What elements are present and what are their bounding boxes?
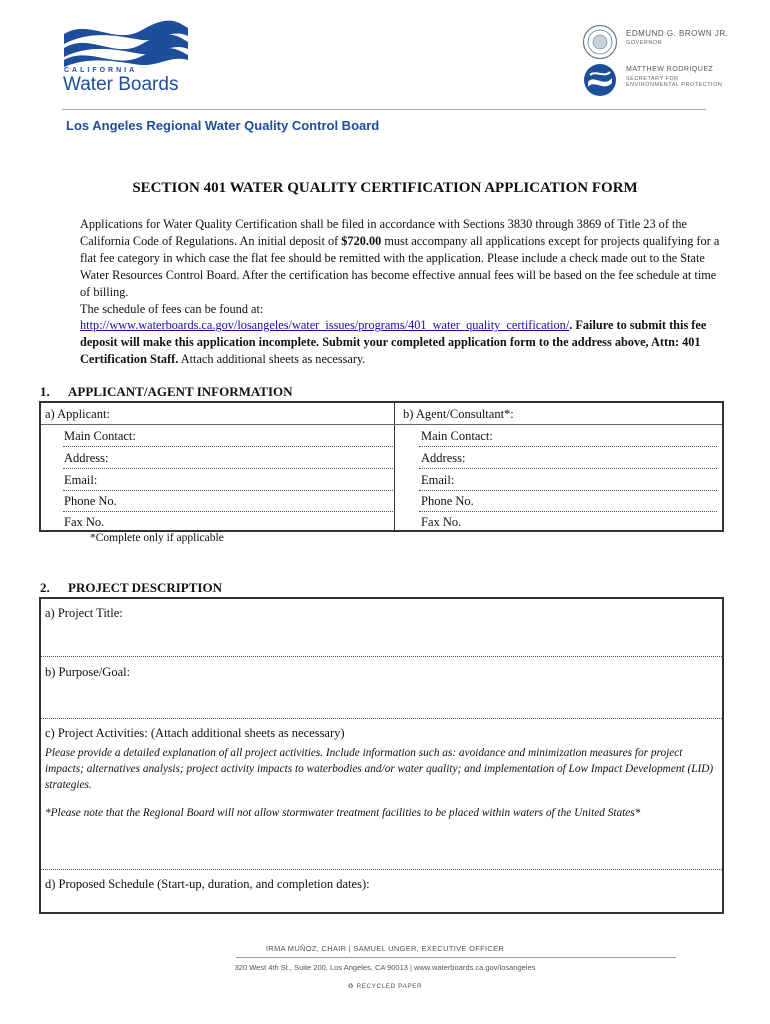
project-activities-field[interactable]: [41, 869, 722, 870]
applicant-main-contact-field[interactable]: [63, 446, 393, 447]
section2-number: 2.: [40, 580, 50, 595]
footer-address: 320 West 4th St., Suite 200, Los Angeles, CA 90013 | www.waterboards.ca.gov/losangeles: [234, 963, 536, 972]
applicant-agent-table: [39, 401, 724, 532]
agent-main-contact-label: Main Contact:: [421, 429, 493, 443]
footer-recycled: [0, 982, 770, 990]
intro-text-2: must accompany all applications except for projects qualifying for a flat fee category in which case the flat fee should be remitted with the application. Please include a check made out to the State Water Resources Control Board. After the certification has become effective annual fees will be based on the fee schedule at time of billing.: [80, 233, 720, 299]
logo-state-text: CALIFORNIA: [64, 67, 138, 74]
agent-label: b) Agent/Consultant*:: [403, 407, 514, 421]
header-divider: [62, 109, 706, 110]
agent-phone-label: Phone No.: [421, 494, 474, 508]
secretary-name: MATTHEW RODRIQUEZ: [626, 66, 714, 73]
project-activities-label: c) Project Activities: (Attach additional sheets as necessary): [45, 726, 345, 740]
state-seal-icon: [582, 24, 618, 60]
water-boards-logo-waves: [60, 20, 190, 68]
governor-name: EDMUND G. BROWN JR.: [626, 29, 729, 38]
agent-email-field[interactable]: [419, 490, 717, 491]
applicant-address-label: Address:: [64, 451, 109, 465]
secretary-title-line1: SECRETARY FOR: [626, 76, 679, 82]
project-description-table: [39, 597, 724, 914]
agent-address-field[interactable]: [419, 468, 717, 469]
recycle-icon: ♻: [347, 983, 357, 990]
agent-email-label: Email:: [421, 473, 455, 487]
stormwater-note: *Please note that the Regional Board will not allow stormwater treatment facilities to be placed within waters of the United States*: [45, 807, 641, 819]
project-title-field[interactable]: [41, 656, 722, 657]
agent-main-contact-field[interactable]: [419, 446, 717, 447]
footer-officers: IRMA MUÑOZ, CHAIR | SAMUEL UNGER, EXECUTIVE OFFICER: [265, 944, 505, 953]
applicant-phone-label: Phone No.: [64, 494, 117, 508]
purpose-goal-label: b) Purpose/Goal:: [45, 665, 131, 679]
fee-schedule-link[interactable]: http://www.waterboards.ca.gov/losangeles/water_issues/programs/401_water_quality_certification/: [80, 318, 570, 333]
applicant-phone-field[interactable]: [63, 511, 393, 512]
agent-phone-field[interactable]: [419, 511, 717, 512]
applicant-main-contact-label: Main Contact:: [64, 429, 136, 443]
section1-title: APPLICANT/AGENT INFORMATION: [68, 384, 293, 399]
column-divider: [394, 403, 395, 530]
proposed-schedule-label: d) Proposed Schedule (Start-up, duration, and completion dates):: [45, 877, 370, 891]
applicant-email-label: Email:: [64, 473, 98, 487]
secretary-title-line2: ENVIRONMENTAL PROTECTION: [626, 82, 723, 88]
deposit-amount: $720.00: [341, 233, 382, 248]
purpose-goal-field[interactable]: [41, 718, 722, 719]
fee-schedule-line: The schedule of fees can be found at:: [80, 301, 264, 316]
project-title-label: a) Project Title:: [45, 606, 123, 620]
agent-fax-label: Fax No.: [421, 515, 462, 529]
form-title: SECTION 401 WATER QUALITY CERTIFICATION APPLICATION FORM: [132, 180, 638, 196]
applicant-email-field[interactable]: [63, 490, 393, 491]
row-divider: [41, 424, 722, 425]
project-activities-instructions: Please provide a detailed explanation of all project activities. Include information such as: avoidance and minimization measures for project impacts; alternatives analysis; project activity impacts to waterbodies and/or water quality; and implementation of Low Impact Development (LID) strategies.: [45, 747, 714, 791]
applicant-label: a) Applicant:: [45, 407, 110, 421]
intro-text-1: Applications for Water Quality Certification shall be filed in accordance with Sections 3830 through 3869 of Title 23 of the California Code of Regulations. An initial deposit of: [80, 217, 688, 248]
recycled-text: RECYCLED PAPER: [356, 983, 423, 990]
governor-title: GOVERNOR: [626, 40, 663, 46]
applicant-footnote: *Complete only if applicable: [90, 532, 224, 544]
intro-paragraph: [80, 216, 720, 368]
calepa-logo-icon: [582, 62, 618, 98]
fee-warning: . Failure to submit this fee deposit will make this application incomplete. Submit your completed application form to the address above, Attn: 401 Certification Staff.: [80, 318, 707, 367]
agent-address-label: Address:: [421, 451, 466, 465]
applicant-address-field[interactable]: [63, 468, 393, 469]
regional-board-name: Los Angeles Regional Water Quality Control Board: [66, 118, 380, 133]
footer-divider: [236, 957, 676, 958]
section1-number: 1.: [40, 384, 50, 399]
applicant-fax-label: Fax No.: [64, 515, 105, 529]
section2-title: PROJECT DESCRIPTION: [68, 580, 222, 595]
logo-name-text: Water Boards: [63, 74, 179, 95]
attach-note: Attach additional sheets as necessary.: [178, 352, 366, 367]
